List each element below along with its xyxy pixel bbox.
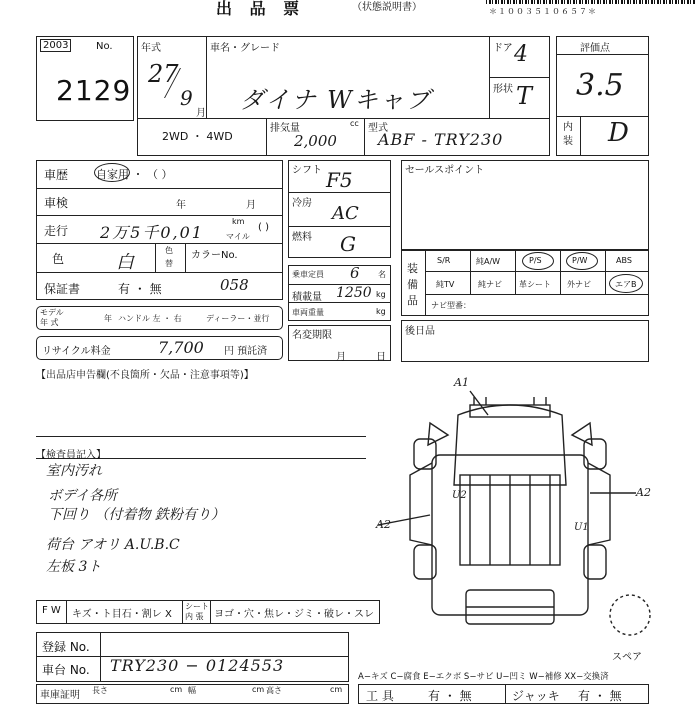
damage-mark-u1: U1: [574, 522, 589, 533]
damage-legend: A−キズ C−腐食 E−エクボ S−サビ U−凹ミ W−補修 XX−交換済: [358, 672, 609, 682]
history-circle: [94, 163, 130, 182]
shift-value: F5: [326, 168, 353, 192]
door-label: ドア: [493, 43, 513, 54]
form-title: 出 品 票: [216, 0, 306, 18]
equip-sunroof: S/R: [437, 256, 451, 265]
score-label: 評価点: [580, 43, 610, 54]
name-change-month: 月: [336, 352, 346, 363]
recycle-label: リサイクル料金: [42, 346, 111, 357]
interior-label-bottom: 装: [563, 136, 573, 147]
reg-no-label: 登録 No.: [42, 640, 90, 654]
damage-mark-left: A2: [376, 518, 391, 531]
weight-unit: kg: [376, 307, 386, 316]
inspection-year-unit: 年: [176, 200, 186, 211]
equipment-label-mid: 備: [407, 278, 418, 291]
car-damage-diagram: [370, 375, 660, 640]
length-unit: cm: [170, 685, 183, 694]
ac-label: 冷房: [292, 198, 312, 209]
height-unit: cm: [330, 685, 343, 694]
inspector-label: 【検査員記入】: [36, 450, 106, 461]
tools-label: 工 具: [366, 689, 394, 703]
equip-tv: 純TV: [436, 280, 455, 289]
lot-no-label: No.: [96, 41, 113, 52]
equip-alloy-wheel: 純A/W: [476, 257, 501, 266]
displacement-value: 2,000: [294, 132, 337, 150]
door-value: 4: [514, 42, 528, 67]
equip-airbag: エアB: [615, 280, 637, 289]
warranty-label: 保証書: [44, 282, 81, 296]
equip-ext-navi: 外ナビ: [567, 280, 591, 289]
nenshiki-year: 27: [148, 60, 179, 88]
jack-value: 有 ・ 無: [578, 689, 622, 703]
nenshiki-month-unit: 月: [196, 108, 206, 119]
inspector-note-1: 室内汚れ: [46, 463, 102, 479]
equipment-label-bottom: 品: [407, 294, 418, 307]
damage-mark-top: A1: [454, 376, 469, 389]
warranty-value: 有 ・ 無: [118, 282, 162, 296]
recycle-unit: 円 預託済: [224, 346, 268, 357]
lot-number: 2129: [56, 74, 132, 107]
capacity-unit: 名: [378, 270, 386, 279]
mileage-paren: ( ): [258, 222, 269, 233]
sales-point-label: セールスポイント: [405, 165, 485, 176]
navi-model-label: ナビ型番：: [431, 301, 471, 310]
model-year-unit: 年: [104, 314, 112, 323]
barcode-text: ＊１００３５１０６５７＊: [489, 7, 597, 16]
equip-ps-circle: [522, 252, 554, 270]
handle-label: ハンドル 左 ・ 右: [118, 314, 182, 323]
color-change-top: 色: [165, 246, 173, 255]
weight-label: 車両重量: [292, 308, 324, 317]
history-value: 自家用 ・ （ ）: [96, 168, 173, 181]
equip-pw-circle: [566, 252, 598, 270]
equipment-label-top: 装: [407, 262, 418, 275]
score-value: 3.5: [576, 68, 624, 103]
mileage-unit-mile: マイル: [226, 232, 250, 241]
mileage-value: 2万5千0,01: [100, 223, 204, 242]
color-value: 白: [116, 252, 134, 273]
seat-label-bottom: 内 張: [185, 612, 204, 621]
capacity-value: 6: [350, 264, 360, 282]
lot-year-tag: 2003: [40, 39, 71, 52]
model-code-label: 型式: [368, 123, 388, 134]
color-no-label: カラーNo.: [191, 250, 238, 261]
color-no-value: 058: [220, 276, 249, 294]
fw-text: キズ・ト目石・割レ X: [72, 609, 172, 620]
capacity-label: 乗車定員: [292, 270, 324, 279]
model-year-top: モデル: [40, 308, 64, 317]
equip-power-steering: P/S: [529, 256, 542, 265]
inspector-note-5: 左板 3ト: [46, 559, 102, 575]
inspector-note-3: 下回り （付着物 鉄粉有り）: [48, 507, 225, 523]
shape-value: T: [516, 82, 533, 110]
shape-label: 形状: [493, 84, 513, 95]
damage-mark-u2: U2: [452, 490, 467, 501]
dealer-label: ディーラー・並行: [206, 314, 270, 323]
equip-airbag-circle: [609, 274, 643, 293]
name-change-label: 名変期限: [292, 330, 332, 341]
length-label: 長さ: [92, 686, 108, 695]
chassis-no-label: 車台 No.: [42, 663, 90, 677]
nenshiki-month: 9: [180, 86, 193, 110]
cargo-label: 車庫証明: [40, 690, 80, 701]
equip-navi: 純ナビ: [478, 280, 502, 289]
color-label: 色: [52, 252, 65, 266]
equip-abs: ABS: [616, 256, 632, 265]
ac-value: AC: [332, 203, 359, 224]
fw-label: F W: [42, 605, 61, 616]
mileage-label: 走行: [44, 224, 69, 238]
width-unit: cm: [252, 685, 265, 694]
inspection-label: 車検: [44, 196, 69, 210]
form-subtitle: （状態説明書）: [352, 2, 422, 13]
nenshiki-label: 年式: [141, 43, 161, 54]
load-value: 1250: [336, 285, 372, 301]
delivery-block: [401, 320, 649, 362]
seat-text: ヨゴ・穴・焦レ・ジミ・破レ・スレ: [214, 609, 374, 620]
equip-leather: 革シート: [519, 280, 551, 289]
fuel-value: G: [340, 232, 356, 256]
load-unit: kg: [376, 290, 386, 299]
inspector-note-4: 荷台 アオリ A.U.B.C: [46, 537, 180, 553]
car-name-value: ダイナ Wキャブ: [240, 86, 432, 114]
recycle-value: 7,700: [158, 338, 204, 357]
shift-label: シフト: [292, 165, 322, 176]
color-change-bottom: 替: [165, 259, 173, 268]
equip-power-window: P/W: [572, 256, 588, 265]
model-year-bottom: 年 式: [40, 318, 59, 327]
inspection-month-unit: 月: [246, 200, 256, 211]
tools-value: 有 ・ 無: [428, 689, 472, 703]
interior-value: D: [608, 118, 629, 148]
load-label: 積載量: [292, 292, 322, 303]
spare-label: スペア: [612, 652, 642, 663]
chassis-no-value: TRY230 − 0124553: [110, 656, 285, 675]
seat-label-top: シート: [185, 602, 209, 611]
car-name-label: 車名・グレード: [210, 43, 280, 54]
width-label: 幅: [188, 686, 196, 695]
displacement-label: 排気量: [270, 123, 300, 134]
displacement-unit: cc: [350, 119, 359, 128]
height-label: 高さ: [266, 686, 282, 695]
jack-label: ジャッキ: [512, 689, 560, 703]
mileage-unit-km: km: [232, 217, 245, 226]
model-code-value: ABF - TRY230: [378, 130, 504, 149]
interior-label-top: 内: [563, 122, 573, 133]
history-label: 車歴: [44, 168, 69, 182]
barcode: [486, 0, 696, 4]
name-change-day: 日: [376, 352, 386, 363]
seller-notes-label: 【出品店申告欄(不良箇所・欠品・注意事項等)】: [36, 370, 254, 381]
delivery-label: 後日品: [405, 326, 435, 337]
drive-type: 2WD ・ 4WD: [162, 130, 233, 143]
damage-mark-right: A2: [636, 486, 651, 499]
fuel-label: 燃料: [292, 232, 312, 243]
inspector-note-2: ボデイ各所: [48, 488, 118, 504]
